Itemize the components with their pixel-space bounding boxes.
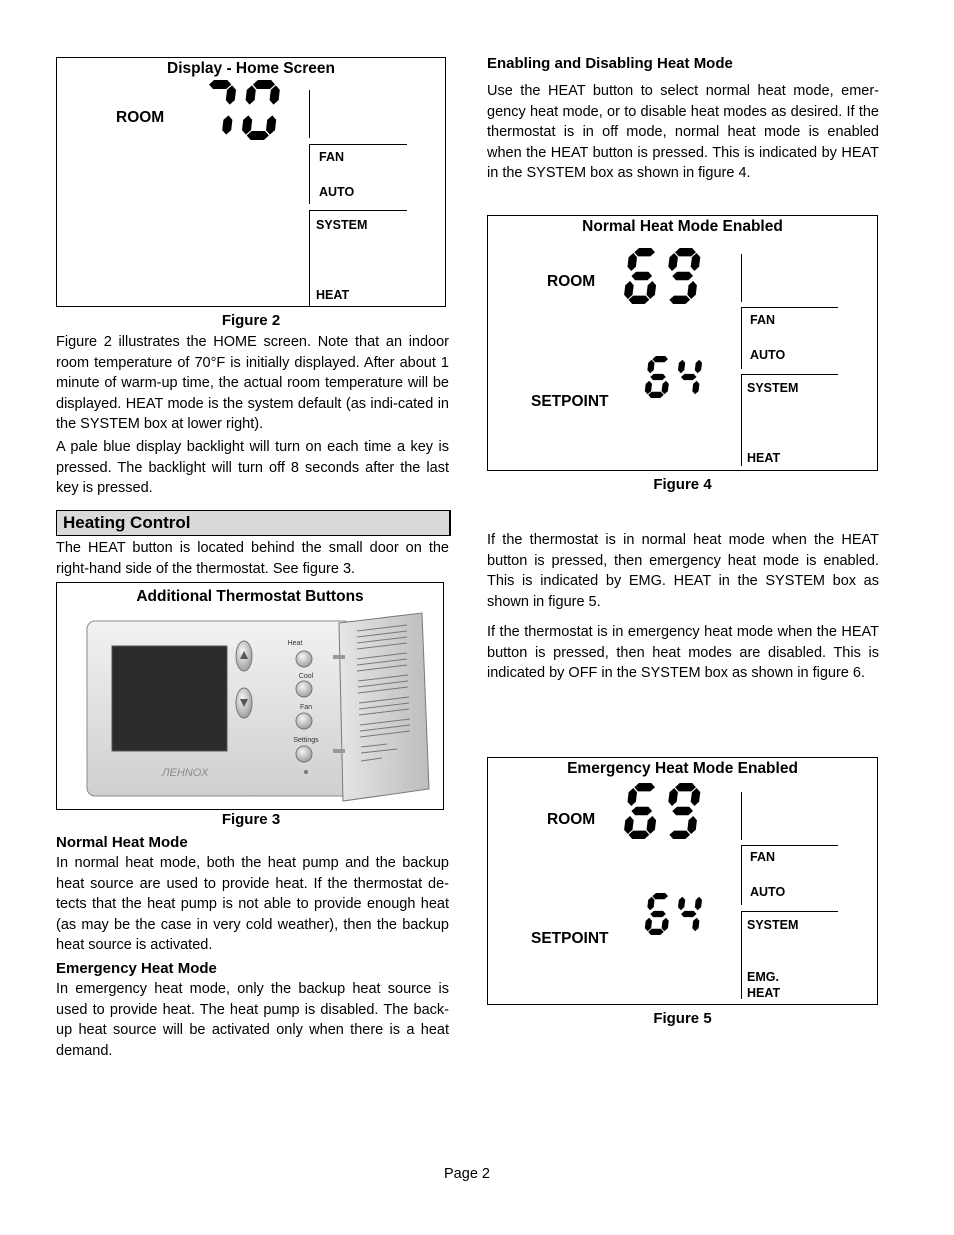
cool-button-label: Cool: [298, 673, 314, 680]
segment-e: [242, 115, 252, 134]
figure-5-display: [487, 757, 878, 1005]
digit-6: [624, 783, 656, 839]
fan-divider: [741, 307, 742, 369]
segment-a: [634, 783, 655, 791]
fan-label: FAN: [750, 313, 775, 327]
segment-f: [678, 897, 685, 910]
setpoint-label: SETPOINT: [531, 930, 609, 947]
segment-e: [645, 918, 652, 931]
system-value: HEAT: [747, 451, 781, 465]
segment-f: [246, 85, 256, 104]
backlight-description: A pale blue display backlight will turn on each time a key is pressed. The backlight will turn off 8 seconds after the last key is pressed.: [56, 439, 449, 496]
seven-segment-readout: [195, 80, 294, 144]
segment-f: [647, 360, 654, 373]
segment-c: [647, 816, 657, 834]
segment-c: [647, 281, 657, 299]
fan-label: FAN: [750, 850, 775, 864]
segment-g: [672, 807, 693, 815]
system-divider: [741, 911, 742, 999]
segment-g: [631, 807, 652, 815]
segment-g: [650, 911, 666, 917]
heat-disable-text: If the thermostat is in emergency heat mode when the HEAT button is pressed, then heat modes are disabled. This is indicated by OFF in the SYSTEM box as shown in figure 6.: [487, 624, 879, 681]
segment-g: [631, 272, 652, 280]
status-divider: [741, 792, 742, 840]
thermostat-lcd: [112, 646, 227, 751]
system-top-rule: [741, 911, 838, 912]
door-hinge-top: [333, 655, 345, 659]
figure-4-display: [487, 215, 878, 471]
segment-e: [624, 281, 634, 299]
enabling-heat-text: Use the HEAT button to select normal heat mode, emer-gency heat mode, or to disable heat modes as desired. If the thermostat is in off mode, normal heat mode is enabled when the HEAT button is pressed. This is indicated by HEAT in the SYSTEM box as shown in figure 4.: [487, 83, 879, 181]
system-top-rule: [741, 374, 838, 375]
digit-7: [209, 80, 236, 135]
cool-button: [296, 681, 312, 697]
status-divider: [309, 90, 310, 138]
fan-top-rule: [309, 144, 407, 145]
fan-value: AUTO: [319, 185, 355, 199]
system-value: HEAT: [316, 288, 350, 302]
segment-c: [266, 115, 276, 134]
heat-button-label: Heat: [287, 640, 303, 647]
setpoint-digits: [642, 356, 712, 402]
segment-f: [668, 253, 678, 271]
digit-4: [678, 897, 702, 931]
room-temperature-digits: [195, 80, 294, 144]
fan-value: AUTO: [750, 885, 786, 899]
segment-e: [624, 816, 634, 834]
segment-a: [253, 80, 275, 89]
segment-c: [662, 918, 669, 931]
figure-4-title: Normal Heat Mode Enabled: [582, 218, 783, 235]
setpoint-label: SETPOINT: [531, 393, 609, 410]
system-value-line-1: EMG.: [747, 970, 779, 984]
brand-logo: ЛЕНNОХ: [162, 767, 209, 779]
segment-f: [647, 897, 654, 910]
figure-2-caption: Figure 2: [221, 312, 281, 329]
fan-label: FAN: [319, 150, 344, 164]
digit-0: [242, 80, 280, 140]
segment-f: [628, 788, 638, 806]
fan-top-rule: [741, 845, 838, 846]
segment-e: [645, 381, 652, 394]
heat-button: [296, 651, 312, 667]
fan-divider: [741, 845, 742, 905]
setpoint-digits: [642, 893, 712, 939]
segment-g: [681, 911, 697, 917]
segment-d: [629, 831, 650, 839]
thermostat-door: [339, 613, 429, 801]
digit-4: [678, 360, 702, 394]
segment-d: [648, 392, 664, 398]
segment-b: [691, 253, 701, 271]
segment-g: [672, 272, 693, 280]
fan-button: [296, 713, 312, 729]
room-temperature-digits: [621, 248, 713, 308]
segment-d: [669, 831, 690, 839]
system-value-line-2: HEAT: [747, 986, 781, 1000]
figure-3-thermostat-photo: [56, 582, 444, 810]
heating-control-heading: Heating Control: [56, 510, 451, 536]
fan-divider: [309, 144, 310, 204]
figure-3-title: Additional Thermostat Buttons: [136, 588, 364, 605]
segment-d: [648, 929, 664, 935]
digit-6: [624, 248, 656, 304]
emergency-heat-heading: Emergency Heat Mode: [56, 960, 217, 977]
segment-b: [226, 85, 236, 104]
segment-a: [209, 80, 231, 89]
seven-segment-readout: [621, 248, 713, 308]
segment-b: [691, 788, 701, 806]
system-top-rule: [309, 210, 407, 211]
figure-5-caption: Figure 5: [653, 1010, 712, 1027]
room-label: ROOM: [116, 109, 165, 126]
segment-f: [668, 788, 678, 806]
figure-2-title: Display - Home Screen: [167, 60, 335, 77]
segment-c: [687, 281, 697, 299]
fan-button-label: Fan: [299, 704, 313, 711]
segment-b: [695, 360, 702, 373]
seven-segment-readout: [621, 783, 713, 843]
segment-c: [662, 381, 669, 394]
normal-heat-heading: Normal Heat Mode: [56, 834, 188, 851]
system-label: SYSTEM: [747, 381, 799, 395]
room-temperature-digits: [621, 783, 713, 843]
indicator-led: [304, 770, 308, 774]
segment-c: [692, 918, 699, 931]
emergency-heat-text: In emergency heat mode, only the backup heat source is used to provide heat. The heat pump is disabled. The back-up heat source will be activated only when there is a heat demand.: [56, 981, 449, 1059]
heating-control-text: The HEAT button is located behind the small door on the right-hand side of the thermostat. See figure 3.: [56, 540, 449, 577]
figure-2-description: Figure 2 illustrates the HOME screen. Note that an indoor room temperature of 70°F is initially displayed. After about 1 minute of warm-up time, the actual room temperature will be displayed. HEAT mode is the system default (as indi-cated in the SYSTEM box at lower right).: [56, 334, 449, 432]
segment-d: [247, 131, 269, 140]
system-divider: [309, 210, 310, 306]
segment-g: [650, 374, 666, 380]
segment-a: [675, 248, 696, 256]
fan-value: AUTO: [750, 348, 786, 362]
segment-g: [681, 374, 697, 380]
figure-3-caption: Figure 3: [221, 811, 281, 828]
segment-c: [222, 115, 232, 134]
segment-c: [687, 816, 697, 834]
segment-b: [695, 897, 702, 910]
segment-b: [270, 85, 280, 104]
status-divider: [741, 254, 742, 302]
figure-2-display: [56, 57, 446, 307]
segment-c: [692, 381, 699, 394]
fan-top-rule: [741, 307, 838, 308]
room-label: ROOM: [547, 273, 596, 290]
room-label: ROOM: [547, 811, 596, 828]
enabling-heat-heading: Enabling and Disabling Heat Mode: [487, 55, 733, 72]
emergency-enable-text: If the thermostat is in normal heat mode when the HEAT button is pressed, then emergency heat mode is enabled. This is indicated by EMG. HEAT in the SYSTEM box as shown in figure 5.: [487, 532, 879, 610]
segment-f: [628, 253, 638, 271]
settings-button: [296, 746, 312, 762]
system-label: SYSTEM: [747, 918, 799, 932]
normal-heat-text: In normal heat mode, both the heat pump and the backup heat source are used to provide heat. If the thermostat de-tects that the heat pump is not able to provide enough heat (as may be the case in very cold weather), then the backup heat source is activated.: [56, 855, 449, 953]
digit-9: [668, 783, 700, 839]
door-hinge-bottom: [333, 749, 345, 753]
figure-4-caption: Figure 4: [653, 476, 712, 493]
segment-a: [634, 248, 655, 256]
seven-segment-readout: [642, 356, 712, 402]
seven-segment-readout: [642, 893, 712, 939]
figure-5-title: Emergency Heat Mode Enabled: [567, 760, 798, 777]
page-number: Page 2: [444, 1166, 490, 1182]
segment-d: [629, 296, 650, 304]
digit-9: [668, 248, 700, 304]
segment-f: [678, 360, 685, 373]
digit-6: [645, 356, 669, 398]
system-label: SYSTEM: [316, 218, 368, 232]
settings-button-label: Settings: [293, 737, 319, 744]
system-divider: [741, 374, 742, 466]
segment-a: [652, 356, 668, 362]
segment-a: [652, 893, 668, 899]
segment-d: [669, 296, 690, 304]
thermostat-illustration: [77, 611, 437, 807]
digit-6: [645, 893, 669, 935]
segment-a: [675, 783, 696, 791]
